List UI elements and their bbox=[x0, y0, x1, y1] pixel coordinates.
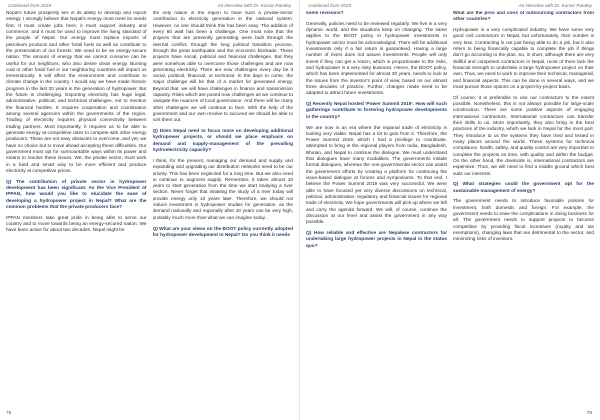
interview-answer-paragraph: The government needs to introduce favorable policies for investment, both domestic and foreign. For example, the government needs to ease the complications in doing business for all. The government needs to support projects to become competitive by providing fiscal incentives (royalty and tax exemptions), changing laws that are detrimental to the sector, and minimizing risks of investors. bbox=[453, 199, 594, 243]
right-page-column-2 bbox=[453, 11, 594, 404]
right-running-header-left: Continued from 2019 bbox=[308, 3, 351, 8]
interview-question: Q) How reliable and effective are Nepalese contractors for undertaking large hydropower projects in Nepal in the status quo? bbox=[306, 231, 447, 249]
right-page bbox=[300, 0, 600, 420]
interview-question: Q) The contribution of private sector in hydropower development has been significant. As the Vice President of IPPAN, how would you like to elucidate the ease of developing a hydropower project in Nepal? What are the common problems that the private producers face? bbox=[6, 179, 147, 210]
right-running-header-right: An interview with Dr. Kumar Pandey bbox=[518, 3, 592, 8]
left-page-column-2 bbox=[153, 11, 294, 404]
interview-question: some revisions? bbox=[306, 11, 344, 16]
left-running-header-right: An interview with Dr. Kumar Pandey bbox=[217, 3, 291, 8]
left-page-number: 78 bbox=[6, 411, 12, 416]
left-page-columns bbox=[6, 11, 293, 404]
interview-answer-paragraph: Of course, it is preferable to use our contractors to the extent possible. Nonetheless, this is not always possible for large-scale construction. There are some positive aspects of engaging international contractors. International contractors can transfer their skills to us. More importantly, they also bring in the best practices of the industry, which we lack in Nepal for the most part. They introduce to us the systems they have tried and tested in many places around the world. These systems for technical compliance, health, safety, and quality control are very important to complete the projects on time, with quality and within the budget. On the other hand, the downside is, international contractors are expensive. Thus, we will need to find a middle ground which best suits our interests. bbox=[453, 95, 594, 177]
right-page-number: 79 bbox=[586, 411, 592, 416]
left-running-header-left: Continued from 2019 bbox=[8, 3, 51, 8]
interview-question: Q) What strategies could the government opt for the sustainable management of energy? bbox=[453, 182, 594, 194]
right-page-columns bbox=[306, 11, 594, 404]
interview-answer-paragraph: I think, for the present, managing our demand and supply and expanding and upgrading our distribution networks need to be our priority. This has been neglected for a long time. But we also need to continue to augment supply. Remember, it takes almost 10 years to start generation from the time we start studying a river section. Never forget that initiating the study of a river today will provide energy only 10 years later. Therefore, we should not reduce investment in hydropower studies for generation, as the demand nationally and regionally after 10 years can be very high, probably much more than what we can imagine today. bbox=[152, 158, 293, 221]
interview-answer-paragraph: the only nation in the region to have such a private-sector contribution to electricity generation in the national system. However, no one should think this has been easy. The addition of every 60 watt has been a challenge. One must note that the projects that are presently generating were built through the internal conflict, through the long political transition process, through the great earthquake and the economic blockade. These projects have social, political and financial challenges. But they were somehow able to overcome those challenges and are now generating electricity. There are new challenges every day be it social, political, financial, or technical. In the days to come, the major challenge will be that of a market for generated energy. Beyond that, we will have challenges in finance and transmission capacity. Risks which are posed now challenges as we continue to navigate the nuances of local governance. And there will be many other challenges we will continue to face. With the help of the government and our own resolve to succeed we should be able to sort them out. bbox=[152, 11, 293, 124]
interview-answer-paragraph: IPPAN members take great pride in being able to serve our country and to move towards being an energy-secured nation. We have been active for about two decades. Nepal might be bbox=[6, 215, 147, 234]
interview-question: Q) What are your views on the BOOT policy currently adopted for hydropower development in Nepal? Do you think it needs bbox=[152, 226, 293, 238]
interview-answer-paragraph: Hydropower is a very complicated industry. We have some very good civil contractors in Nepal, but unfortunately, their number is very less. Contracting is not just being able to do a job, but it also refers to being financially capable to complete the job if things don’t go according to the plan. So, in short, although there are very skillful and competent contractors in Nepal, most of them lack the financial strength to undertake a large hydropower project on their own. Thus, we need to work to improve their technical, managerial, and financial aspects. This can be done in several ways, and we must pursue those options on a project-by-project basis. bbox=[453, 28, 594, 90]
interview-question: What are the pros and cons of outsourcing contractors from other countries? bbox=[453, 11, 594, 23]
right-page-column-1 bbox=[306, 11, 447, 404]
left-page-column-1 bbox=[6, 11, 147, 404]
interview-answer-paragraph: We are now in an era where the regional trade of electricity is looking very viable. Nepal has a lot to gain from it. Therefore, the Power Summit 2019, which I had a privilege to coordinate, attempted to bring in the regional players from India, Bangladesh, Bhutan, and Nepal to continue the dialogue. We must understand that dialogues have many modalities. The governments initiate formal dialogues, whereas the non-governmental sector can assist the government efforts by creating a platform for continuing the issue-based dialogue at forums and symposiums. To that end, I believe the Power Summit 2019 was very successful. We were able to have focused yet very diverse discussions on technical, political, administrative, regulatory and financial issues for regional trade of electricity. We hope governments will pick up where we left and carry the agenda forward. We will, of course, continue the discussion at our level and assist the government in any way possible. bbox=[306, 125, 447, 226]
interview-question: Q) Does Nepal need to focus more on developing additional hydropower projects, or should we place emphasis on demand and supply-management of the prevailing hydroelectricity capacity? bbox=[152, 129, 293, 154]
interview-question: Q) Recently Nepal hosted ‘Power Summit 2019’. How will such gatherings contribute to fostering hydropower developments in the country? bbox=[306, 102, 447, 120]
interview-answer-paragraph: Generally, policies need to be reviewed regularly. We live in a very dynamic world, and the situations keep on changing. The same applies to the BOOT policy in hydropower investments in hydropower sector must be acknowledged. There will be additional investments only if a fair return is guaranteed. Having a large number of rivers does not assure investments. People will only invest if they can get a return, which is proportionate to the risks, and hydropower is a very risky business. Hence, the BOOT policy, which has been implemented for almost 30 years, needs to look at the issues from the investor’s point of view, based on our almost three decades of practice. Further, changes made need to be adapted to attract future investments. bbox=[306, 21, 447, 97]
interview-answer-paragraph: Nepal’s future prosperity lies in its ability to develop and export energy. I strongly believe that Nepal’s energy must meet its needs first. It must create jobs here; it must support industry and commerce; and it must be used to improve the living standard of the people of Nepal. Our energy must replace imports of petroleum products and other fossil fuels as well as contribute to the preservation of our forests. We need to be an energy-secure nation. The amount of energy that we cannot consume can be useful for our neighbors, who also desire clean energy. Burning coal or other fossil fuel in our neighboring countries will impact us tremendously. It will affect the environment and contribute to climate change in the country. I would say we have made historic progress in the last 20 years in the generation of hydropower. But the future is challenging. Exporting electricity has huge legal, administrative, political, and technical challenges, not to mention the financial hurdles. It requires cooperation and coordination among several agencies within the governments of the region. Trading of electricity requires physical connectivity between trading partners. Most importantly, it requires us to be able to generate energy at competitive rates to compete with other energy producers. These are not easy obstacles to overcome, and yet, we have no choice but to move ahead accepting these difficulties. Our government must opt for surmountable ways within its power and means to resolve these issues. We, the private sector, must work in a hard and smart way to be more efficient and produce electricity at competitive prices. bbox=[6, 11, 147, 174]
